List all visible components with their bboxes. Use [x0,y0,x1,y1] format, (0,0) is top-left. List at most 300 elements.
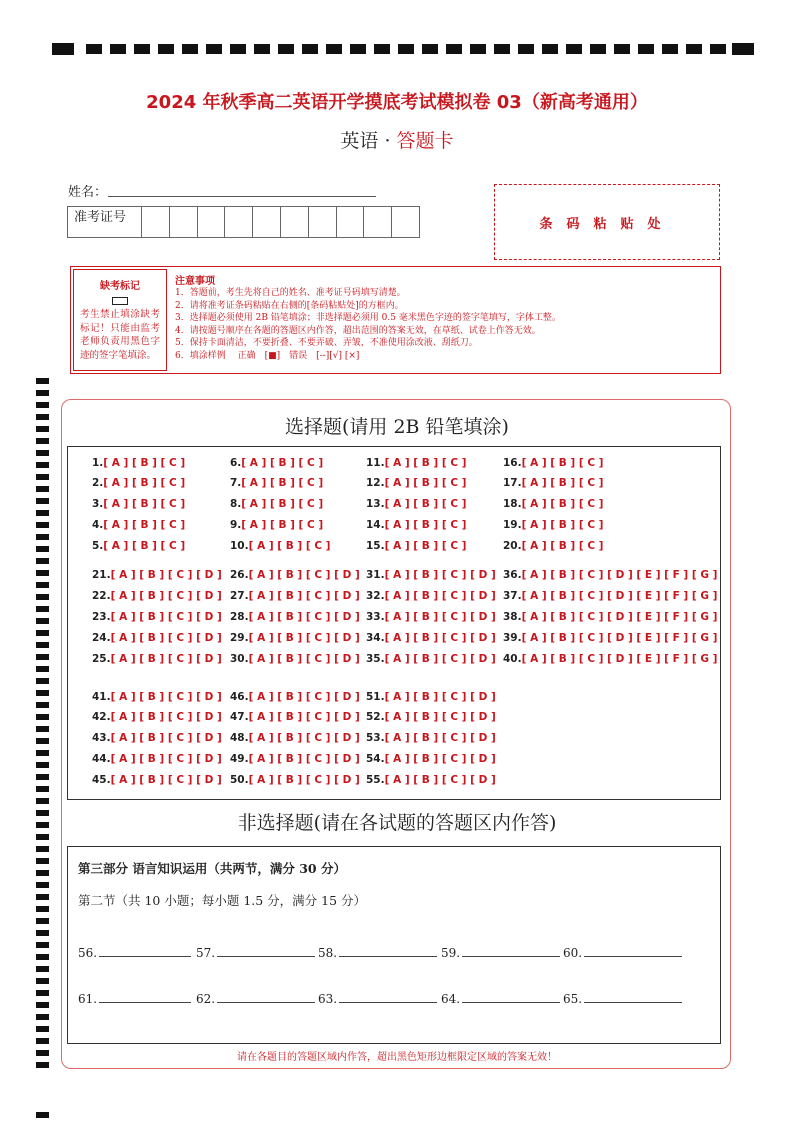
question-number: 47. [230,711,249,723]
registration-mark [36,618,49,624]
blank-59[interactable] [441,944,560,960]
question-number: 32. [366,590,385,602]
multiple-choice-heading: 选择题(请用 2B 铅笔填涂) [285,416,509,438]
mc-question-23[interactable] [92,611,222,623]
exam-id-cell[interactable] [337,207,365,237]
blank-line[interactable] [584,990,682,1003]
exam-id-cell[interactable] [281,207,309,237]
question-number: 21. [92,569,111,581]
blank-63[interactable] [318,990,437,1006]
blank-58[interactable] [318,944,437,960]
registration-mark [302,44,318,54]
blank-number: 62. [196,992,216,1006]
question-number: 11. [366,457,385,469]
name-field[interactable] [108,196,376,197]
answer-options[interactable]: [ A ] [ B ] [ C ] [ D ] [110,569,222,581]
blank-line[interactable] [462,990,560,1003]
part-three-title: 第三部分 语言知识运用（共两节，满分 30 分） [78,861,346,876]
mc-question-50[interactable] [230,774,360,786]
top-registration-marks [52,44,744,54]
question-number: 19. [503,519,522,531]
registration-mark [398,44,414,54]
mc-question-21[interactable] [92,569,222,581]
answer-options[interactable]: [ A ] [ B ] [ C ] [ D ] [110,691,222,703]
mc-question-47[interactable] [230,711,360,723]
registration-mark [36,582,49,588]
question-number: 53. [366,732,385,744]
question-number: 52. [366,711,385,723]
registration-mark [590,44,606,54]
registration-mark [36,594,49,600]
mc-question-12[interactable] [366,477,466,489]
registration-mark [110,44,126,54]
blank-line[interactable] [584,944,682,957]
mc-question-7[interactable] [230,477,323,489]
question-number: 1. [92,457,104,469]
registration-mark [36,534,49,540]
note-item: 2．请将准考证条码粘贴在右侧的[条码粘贴处]的方框内。 [175,300,404,311]
answer-options[interactable]: [ A ] [ B ] [ C ] [ D ] [384,611,496,623]
blank-line[interactable] [99,944,191,957]
registration-mark [36,894,49,900]
footer-warning: 请在各题目的答题区域内作答，超出黑色矩形边框限定区域的答案无效！ [237,1052,557,1063]
blank-line[interactable] [462,944,560,957]
blank-number: 60. [563,946,583,960]
question-number: 36. [503,569,522,581]
question-number: 15. [366,540,385,552]
absent-mark-panel [73,269,167,371]
mc-question-46[interactable] [230,691,360,703]
mc-question-14[interactable] [366,519,466,531]
registration-mark [446,44,462,54]
answer-options[interactable]: [ A ] [ B ] [ C ] [384,457,467,469]
question-number: 55. [366,774,385,786]
answer-options[interactable]: [ A ] [ B ] [ C ] [384,519,467,531]
answer-options[interactable]: [ A ] [ B ] [ C ] [ D ] [ E ] [ F ] [ G ] [521,590,718,602]
registration-mark [36,1002,49,1008]
registration-mark [36,390,49,396]
registration-mark [36,966,49,972]
blank-57[interactable] [196,944,315,960]
registration-mark [36,942,49,948]
answer-options[interactable]: [ A ] [ B ] [ C ] [ D ] [110,653,222,665]
answer-options[interactable]: [ A ] [ B ] [ C ] [248,540,331,552]
answer-options[interactable]: [ A ] [ B ] [ C ] [521,519,604,531]
answer-options[interactable]: [ A ] [ B ] [ C ] [103,519,186,531]
exam-id-label: 准考证号 [68,207,142,237]
answer-options[interactable]: [ A ] [ B ] [ C ] [ D ] [384,753,496,765]
answer-options[interactable]: [ A ] [ B ] [ C ] [103,498,186,510]
blank-line[interactable] [217,990,315,1003]
page-subtitle [0,126,794,153]
mc-question-6[interactable] [230,457,323,469]
mc-question-17[interactable] [503,477,603,489]
question-number: 2. [92,477,104,489]
registration-mark [36,870,49,876]
question-number: 48. [230,732,249,744]
registration-mark [350,44,366,54]
answer-options[interactable]: [ A ] [ B ] [ C ] [ D ] [248,569,360,581]
mc-question-44[interactable] [92,753,222,765]
mc-question-39[interactable] [503,632,717,644]
question-number: 6. [230,457,242,469]
registration-mark [36,642,49,648]
registration-mark [566,44,582,54]
mc-question-45[interactable] [92,774,222,786]
name-label: 姓名： [68,185,108,200]
question-number: 43. [92,732,111,744]
registration-mark [36,918,49,924]
answer-options[interactable]: [ A ] [ B ] [ C ] [ D ] [110,632,222,644]
blank-61[interactable] [78,990,191,1006]
question-number: 29. [230,632,249,644]
answer-options[interactable]: [ A ] [ B ] [ C ] [103,457,186,469]
mc-question-24[interactable] [92,632,222,644]
answer-options[interactable]: [ A ] [ B ] [ C ] [ D ] [248,691,360,703]
question-number: 9. [230,519,242,531]
registration-mark [374,44,390,54]
answer-options[interactable]: [ A ] [ B ] [ C ] [ D ] [248,711,360,723]
answer-options[interactable]: [ A ] [ B ] [ C ] [241,498,324,510]
blank-number: 56. [78,946,98,960]
question-number: 44. [92,753,111,765]
answer-options[interactable]: [ A ] [ B ] [ C ] [521,540,604,552]
registration-mark [36,930,49,936]
subtitle-answer-card: 答题卡 [396,130,454,152]
question-number: 41. [92,691,111,703]
question-number: 30. [230,653,249,665]
blank-line[interactable] [339,990,437,1003]
registration-mark [36,774,49,780]
mc-question-13[interactable] [366,498,466,510]
question-number: 33. [366,611,385,623]
answer-options[interactable]: [ A ] [ B ] [ C ] [ D ] [248,753,360,765]
mc-question-10[interactable] [230,540,330,552]
question-number: 38. [503,611,522,623]
barcode-area[interactable] [494,184,720,260]
registration-mark [614,44,630,54]
question-number: 3. [92,498,104,510]
answer-options[interactable]: [ A ] [ B ] [ C ] [ D ] [384,774,496,786]
answer-options[interactable]: [ A ] [ B ] [ C ] [ D ] [248,732,360,744]
section-two-title: 第二节（共 10 小题；每小题 1.5 分，满分 15 分） [78,893,367,908]
answer-options[interactable]: [ A ] [ B ] [ C ] [241,457,324,469]
registration-mark [36,666,49,672]
answer-options[interactable]: [ A ] [ B ] [ C ] [521,457,604,469]
mc-question-30[interactable] [230,653,360,665]
blank-number: 58. [318,946,338,960]
registration-mark [36,786,49,792]
mc-question-41[interactable] [92,691,222,703]
registration-mark [36,846,49,852]
question-number: 54. [366,753,385,765]
answer-options[interactable]: [ A ] [ B ] [ C ] [384,498,467,510]
blank-56[interactable] [78,944,191,960]
registration-mark [52,43,74,55]
mc-question-4[interactable] [92,519,185,531]
exam-id-cell[interactable] [309,207,337,237]
blank-number: 61. [78,992,98,1006]
blank-62[interactable] [196,990,315,1006]
blank-number: 64. [441,992,461,1006]
registration-mark [638,44,654,54]
mc-question-8[interactable] [230,498,323,510]
answer-options[interactable]: [ A ] [ B ] [ C ] [103,540,186,552]
registration-mark [36,474,49,480]
mc-question-42[interactable] [92,711,222,723]
question-number: 20. [503,540,522,552]
blank-65[interactable] [563,990,682,1006]
answer-options[interactable]: [ A ] [ B ] [ C ] [103,477,186,489]
answer-options[interactable]: [ A ] [ B ] [ C ] [ D ] [248,590,360,602]
mc-question-20[interactable] [503,540,603,552]
registration-mark [230,44,246,54]
mc-question-48[interactable] [230,732,360,744]
registration-mark [542,44,558,54]
answer-options[interactable]: [ A ] [ B ] [ C ] [ D ] [ E ] [ F ] [ G ] [521,611,718,623]
registration-mark [36,726,49,732]
mc-question-3[interactable] [92,498,185,510]
registration-mark [36,798,49,804]
blank-number: 63. [318,992,338,1006]
mc-question-38[interactable] [503,611,717,623]
registration-mark [36,462,49,468]
blank-line[interactable] [99,990,191,1003]
mc-question-22[interactable] [92,590,222,602]
exam-id-cell[interactable] [253,207,281,237]
answer-options[interactable]: [ A ] [ B ] [ C ] [ D ] [110,732,222,744]
exam-id-cell[interactable] [170,207,198,237]
absent-description: 考生禁止填涂缺考标记！只能由监考老师负责用黑色字迹的签字笔填涂。 [80,309,160,361]
registration-mark [36,378,49,384]
mc-question-25[interactable] [92,653,222,665]
registration-mark [36,978,49,984]
blank-60[interactable] [563,944,682,960]
answer-options[interactable]: [ A ] [ B ] [ C ] [ D ] [384,632,496,644]
question-number: 39. [503,632,522,644]
question-number: 12. [366,477,385,489]
registration-mark [36,486,49,492]
question-number: 27. [230,590,249,602]
mc-question-32[interactable] [366,590,496,602]
registration-mark [36,558,49,564]
note-item: 6．填涂样例 正确 [■] 错误 [--][√] [×] [175,350,360,361]
answer-options[interactable]: [ A ] [ B ] [ C ] [ D ] [110,611,222,623]
answer-options[interactable]: [ A ] [ B ] [ C ] [ D ] [384,569,496,581]
mc-question-5[interactable] [92,540,185,552]
answer-options[interactable]: [ A ] [ B ] [ C ] [ D ] [110,590,222,602]
registration-mark [36,954,49,960]
registration-mark [36,1014,49,1020]
registration-mark [36,402,49,408]
question-number: 8. [230,498,242,510]
registration-mark [36,546,49,552]
mc-question-1[interactable] [92,457,185,469]
answer-options[interactable]: [ A ] [ B ] [ C ] [384,477,467,489]
note-item: 4．请按题号顺序在各题的答题区内作答，超出范围的答案无效，在草纸、试卷上作答无效。 [175,325,541,336]
registration-mark [36,510,49,516]
registration-mark [326,44,342,54]
registration-mark [36,690,49,696]
mc-question-31[interactable] [366,569,496,581]
mc-question-54[interactable] [366,753,496,765]
registration-mark [36,1038,49,1044]
question-number: 4. [92,519,104,531]
left-registration-marks [36,378,50,1118]
blank-line[interactable] [217,944,315,957]
registration-mark [254,44,270,54]
question-number: 40. [503,653,522,665]
note-item: 5．保持卡面清洁，不要折叠、不要弄破、弄皱，不准使用涂改液、刮纸刀。 [175,338,478,348]
answer-options[interactable]: [ A ] [ B ] [ C ] [241,519,324,531]
mc-question-2[interactable] [92,477,185,489]
barcode-label: 条码粘贴处 [539,216,675,232]
answer-options[interactable]: [ A ] [ B ] [ C ] [ D ] [ E ] [ F ] [ G ] [521,569,718,581]
answer-options[interactable]: [ A ] [ B ] [ C ] [384,540,467,552]
mc-question-28[interactable] [230,611,360,623]
question-number: 22. [92,590,111,602]
mc-question-34[interactable] [366,632,496,644]
registration-mark [494,44,510,54]
answer-options[interactable]: [ A ] [ B ] [ C ] [ D ] [248,774,360,786]
registration-mark [710,44,726,54]
question-number: 7. [230,477,242,489]
answer-options[interactable]: [ A ] [ B ] [ C ] [ D ] [384,691,496,703]
registration-mark [36,750,49,756]
registration-mark [470,44,486,54]
mc-question-36[interactable] [503,569,717,581]
mc-question-9[interactable] [230,519,323,531]
mc-question-43[interactable] [92,732,222,744]
question-number: 37. [503,590,522,602]
registration-mark [86,44,102,54]
registration-mark [36,630,49,636]
answer-options[interactable]: [ A ] [ B ] [ C ] [ D ] [110,753,222,765]
registration-mark [206,44,222,54]
registration-mark [36,570,49,576]
mc-question-26[interactable] [230,569,360,581]
registration-mark [36,678,49,684]
question-number: 42. [92,711,111,723]
blank-number: 57. [196,946,216,960]
question-number: 13. [366,498,385,510]
exam-id-cell[interactable] [364,207,392,237]
question-number: 5. [92,540,104,552]
question-number: 16. [503,457,522,469]
mc-question-52[interactable] [366,711,496,723]
question-number: 18. [503,498,522,510]
exam-id-cell[interactable] [198,207,226,237]
mc-question-15[interactable] [366,540,466,552]
note-item: 3．选择题必须使用 2B 铅笔填涂；非选择题必须用 0.5 毫米黑色字迹的签字笔填写，字体工整。 [175,313,561,323]
question-number: 35. [366,653,385,665]
mc-question-11[interactable] [366,457,466,469]
answer-options[interactable]: [ A ] [ B ] [ C ] [ D ] [ E ] [ F ] [ G ] [521,632,718,644]
registration-mark [182,44,198,54]
mc-question-49[interactable] [230,753,360,765]
mc-question-51[interactable] [366,691,496,703]
question-number: 49. [230,753,249,765]
answer-options[interactable]: [ A ] [ B ] [ C ] [ D ] [384,590,496,602]
question-number: 34. [366,632,385,644]
answer-options[interactable]: [ A ] [ B ] [ C ] [ D ] [ E ] [ F ] [ G ] [521,653,718,665]
question-number: 45. [92,774,111,786]
question-number: 31. [366,569,385,581]
absent-title: 缺考标记 [100,281,140,292]
registration-mark [36,522,49,528]
exam-id-field[interactable] [67,206,420,238]
registration-mark [36,1112,49,1118]
mc-question-19[interactable] [503,519,603,531]
blank-number: 65. [563,992,583,1006]
mc-question-27[interactable] [230,590,360,602]
blank-64[interactable] [441,990,560,1006]
registration-mark [36,906,49,912]
exam-id-cell[interactable] [142,207,170,237]
blank-line[interactable] [339,944,437,957]
mc-question-37[interactable] [503,590,717,602]
question-number: 28. [230,611,249,623]
registration-mark [36,1026,49,1032]
answer-options[interactable]: [ A ] [ B ] [ C ] [521,477,604,489]
answer-options[interactable]: [ A ] [ B ] [ C ] [ D ] [248,653,360,665]
answer-options[interactable]: [ A ] [ B ] [ C ] [241,477,324,489]
registration-mark [134,44,150,54]
note-item: 1．答题前，考生先将自己的姓名、准考证号码填写清楚。 [175,288,406,298]
answer-options[interactable]: [ A ] [ B ] [ C ] [ D ] [384,653,496,665]
mc-question-40[interactable] [503,653,717,665]
exam-id-cell[interactable] [392,207,419,237]
registration-mark [36,450,49,456]
mc-question-55[interactable] [366,774,496,786]
mc-question-16[interactable] [503,457,603,469]
registration-mark [36,654,49,660]
question-number: 23. [92,611,111,623]
question-number: 51. [366,691,385,703]
mc-question-33[interactable] [366,611,496,623]
registration-mark [36,606,49,612]
page-title: 2024 年秋季高二英语开学摸底考试模拟卷 03（新高考通用） [146,92,648,113]
absent-mark-box[interactable] [112,297,128,305]
exam-id-cell[interactable] [225,207,253,237]
registration-mark [36,714,49,720]
mc-question-18[interactable] [503,498,603,510]
blank-number: 59. [441,946,461,960]
question-number: 50. [230,774,249,786]
registration-mark [278,44,294,54]
answer-options[interactable]: [ A ] [ B ] [ C ] [ D ] [248,611,360,623]
answer-options[interactable]: [ A ] [ B ] [ C ] [ D ] [384,732,496,744]
mc-question-35[interactable] [366,653,496,665]
registration-mark [662,44,678,54]
registration-mark [36,990,49,996]
registration-mark [518,44,534,54]
mc-question-29[interactable] [230,632,360,644]
question-number: 24. [92,632,111,644]
notes-title: 注意事项 [175,276,215,287]
answer-options[interactable]: [ A ] [ B ] [ C ] [ D ] [248,632,360,644]
answer-options[interactable]: [ A ] [ B ] [ C ] [ D ] [110,774,222,786]
answer-options[interactable]: [ A ] [ B ] [ C ] [ D ] [110,711,222,723]
question-number: 26. [230,569,249,581]
registration-mark [422,44,438,54]
registration-mark [36,882,49,888]
mc-question-53[interactable] [366,732,496,744]
question-number: 46. [230,691,249,703]
question-number: 10. [230,540,249,552]
answer-options[interactable]: [ A ] [ B ] [ C ] [ D ] [384,711,496,723]
answer-options[interactable]: [ A ] [ B ] [ C ] [521,498,604,510]
